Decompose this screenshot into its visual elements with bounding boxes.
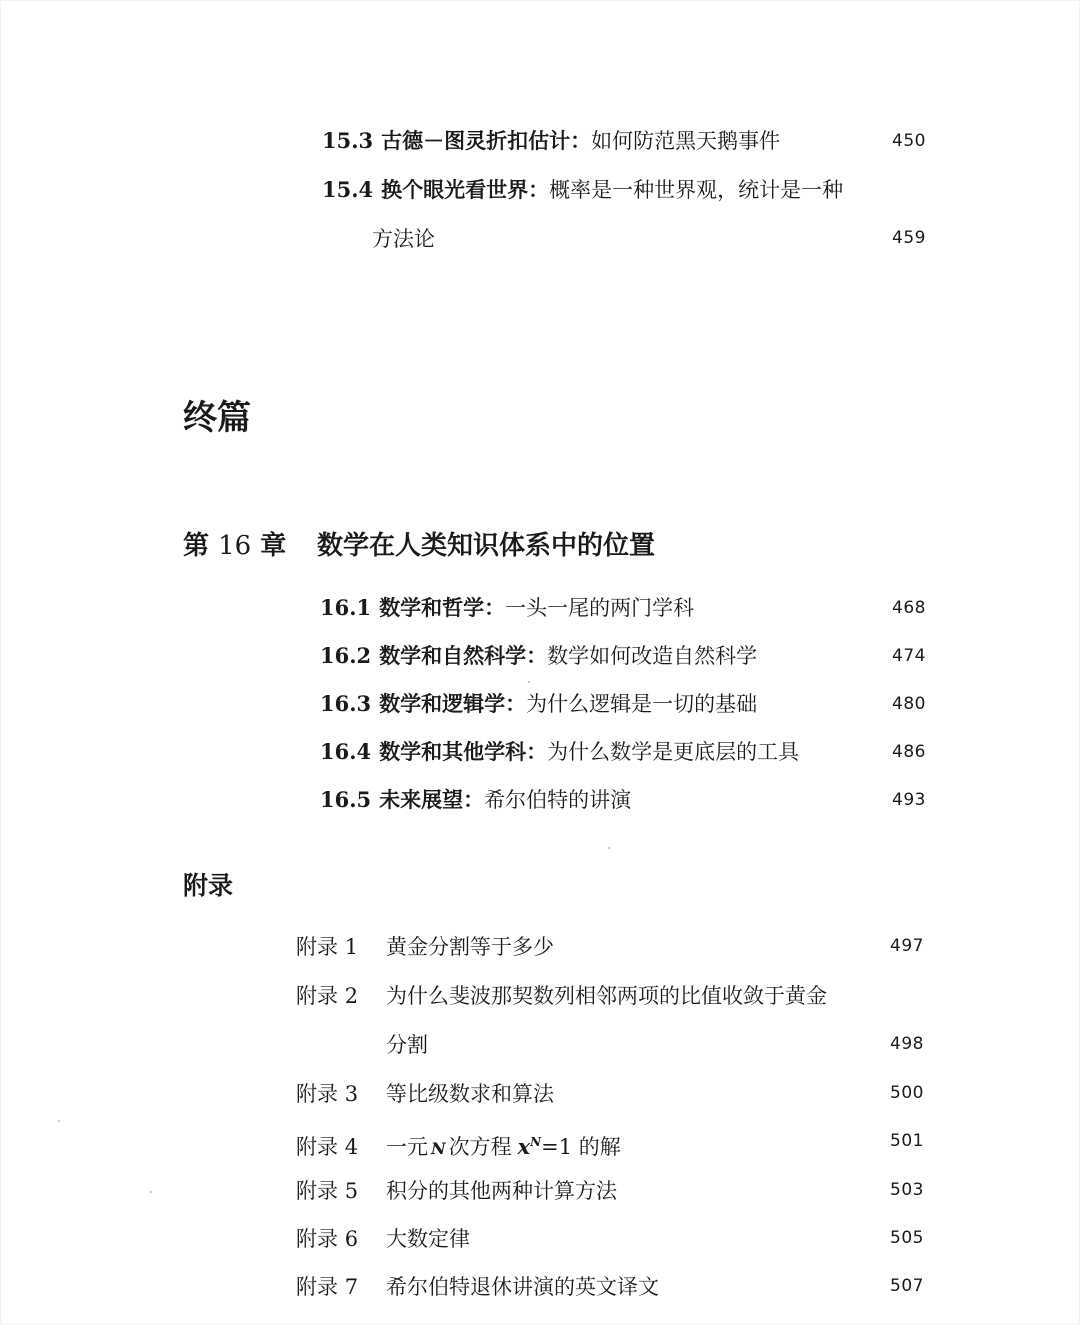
toc-entry-16-4[interactable] [320, 738, 799, 766]
page-number: 450 [892, 131, 926, 151]
page-number: 498 [890, 1034, 924, 1054]
page-number: 480 [892, 694, 926, 714]
toc-entry-16-5[interactable] [320, 786, 631, 814]
section-subtitle: 希尔伯特的讲演 [484, 788, 632, 812]
section-title: 数学和哲学： [379, 596, 506, 620]
appendix-label-prefix: 附录 [296, 1135, 338, 1159]
section-subtitle: 概率是一种世界观，统计是一种 [549, 178, 844, 202]
appendix-entry-3[interactable] [296, 1080, 554, 1108]
appendix-title-post: 的解 [578, 1135, 621, 1159]
section-number: 15.3 [322, 128, 374, 153]
section-subtitle: 一头一尾的两门学科 [505, 596, 695, 620]
page-number: 505 [890, 1228, 924, 1248]
section-title: 数学和自然科学： [379, 644, 548, 668]
section-number: 15.4 [322, 177, 374, 202]
page-number: 501 [890, 1131, 924, 1151]
page-number: 486 [892, 742, 926, 762]
appendix-entry-7[interactable] [296, 1273, 659, 1301]
appendix-number: 1 [344, 935, 359, 959]
appendix-label [296, 1273, 386, 1301]
appendix-entry-4[interactable] [296, 1128, 621, 1163]
appendix-label-prefix: 附录 [296, 1179, 338, 1203]
appendix-entry-1[interactable] [296, 933, 554, 961]
appendix-title-mid: 次方程 [448, 1135, 512, 1159]
scan-speck [528, 681, 530, 683]
appendix-entry-5[interactable] [296, 1177, 617, 1205]
page-number: 507 [890, 1276, 924, 1296]
appendix-label-prefix: 附录 [296, 1227, 338, 1251]
appendix-number: 7 [344, 1275, 359, 1299]
section-number: 16.4 [320, 739, 372, 764]
appendix-entry-2-continuation[interactable]: 分割 [386, 1033, 428, 1057]
math-expression [518, 1135, 572, 1159]
appendix-label [296, 933, 386, 961]
appendix-label [296, 1080, 386, 1108]
appendix-title: 黄金分割等于多少 [386, 935, 554, 959]
appendix-title: 为什么斐波那契数列相邻两项的比值收敛于黄金 [386, 984, 827, 1008]
appendix-entry-2[interactable] [296, 982, 827, 1010]
page-number: 468 [892, 598, 926, 618]
appendix-label [296, 982, 386, 1010]
appendix-label [296, 1225, 386, 1253]
scan-speck [58, 1120, 60, 1122]
appendix-label-prefix: 附录 [296, 1082, 338, 1106]
scan-speck [150, 1191, 152, 1193]
appendix-number: 5 [344, 1179, 359, 1203]
scan-speck [608, 847, 610, 849]
appendix-title: 大数定律 [386, 1227, 470, 1251]
section-title: 数学和其他学科： [379, 740, 548, 764]
appendix-label-prefix: 附录 [296, 1275, 338, 1299]
appendix-title-pre: 一元 [386, 1135, 428, 1159]
part-heading: 终篇 [183, 398, 251, 438]
appendix-label [296, 1133, 386, 1161]
appendix-title: 积分的其他两种计算方法 [386, 1179, 617, 1203]
appendix-label [296, 1177, 386, 1205]
section-number: 16.2 [320, 643, 372, 668]
appendix-label-prefix: 附录 [296, 984, 338, 1008]
toc-entry-16-1[interactable] [320, 594, 694, 622]
section-number: 16.3 [320, 691, 372, 716]
toc-entry-16-3[interactable] [320, 690, 757, 718]
toc-entry-15-4-continuation[interactable]: 方法论 [372, 227, 435, 251]
appendix-number: 3 [344, 1082, 359, 1106]
page-number: 459 [892, 228, 926, 248]
chapter-number: 16 [218, 531, 252, 561]
page-number: 474 [892, 646, 926, 666]
section-title: 数学和逻辑学： [379, 692, 527, 716]
appendix-title: 等比级数求和算法 [386, 1082, 554, 1106]
chapter-label-suffix: 章 [260, 531, 287, 561]
section-subtitle: 数学如何改造自然科学 [547, 644, 758, 668]
appendix-number: 4 [344, 1135, 359, 1159]
appendix-title: 希尔伯特退休讲演的英文译文 [386, 1275, 659, 1299]
section-subtitle: 为什么数学是更底层的工具 [547, 740, 800, 764]
appendix-entry-6[interactable] [296, 1225, 470, 1253]
toc-entry-15-3[interactable] [322, 127, 780, 155]
page-number: 500 [890, 1083, 924, 1103]
page-number: 493 [892, 790, 926, 810]
section-subtitle: 如何防范黑天鹅事件 [591, 129, 781, 153]
toc-entry-16-2[interactable] [320, 642, 757, 670]
section-subtitle: 为什么逻辑是一切的基础 [526, 692, 758, 716]
chapter-label-prefix: 第 [183, 531, 210, 561]
chapter-title: 数学在人类知识体系中的位置 [317, 531, 656, 561]
math-equals: =1 [541, 1135, 573, 1159]
appendix-number: 6 [344, 1227, 359, 1251]
toc-entry-15-4[interactable] [322, 176, 843, 204]
math-exponent: N [530, 1135, 542, 1149]
chapter-label [183, 528, 317, 564]
section-title: 未来展望： [379, 788, 485, 812]
section-title: 古德－图灵折扣估计： [381, 129, 592, 153]
math-variable-x: x [517, 1134, 531, 1159]
appendix-label-prefix: 附录 [296, 935, 338, 959]
appendix-heading: 附录 [183, 871, 234, 900]
section-number: 16.5 [320, 787, 372, 812]
section-title: 换个眼光看世界： [381, 178, 550, 202]
page-number: 497 [890, 936, 924, 956]
chapter-heading[interactable] [183, 528, 655, 564]
section-number: 16.1 [320, 595, 372, 620]
page-number: 503 [890, 1180, 924, 1200]
math-variable-n: N [431, 1139, 446, 1158]
appendix-number: 2 [344, 984, 359, 1008]
